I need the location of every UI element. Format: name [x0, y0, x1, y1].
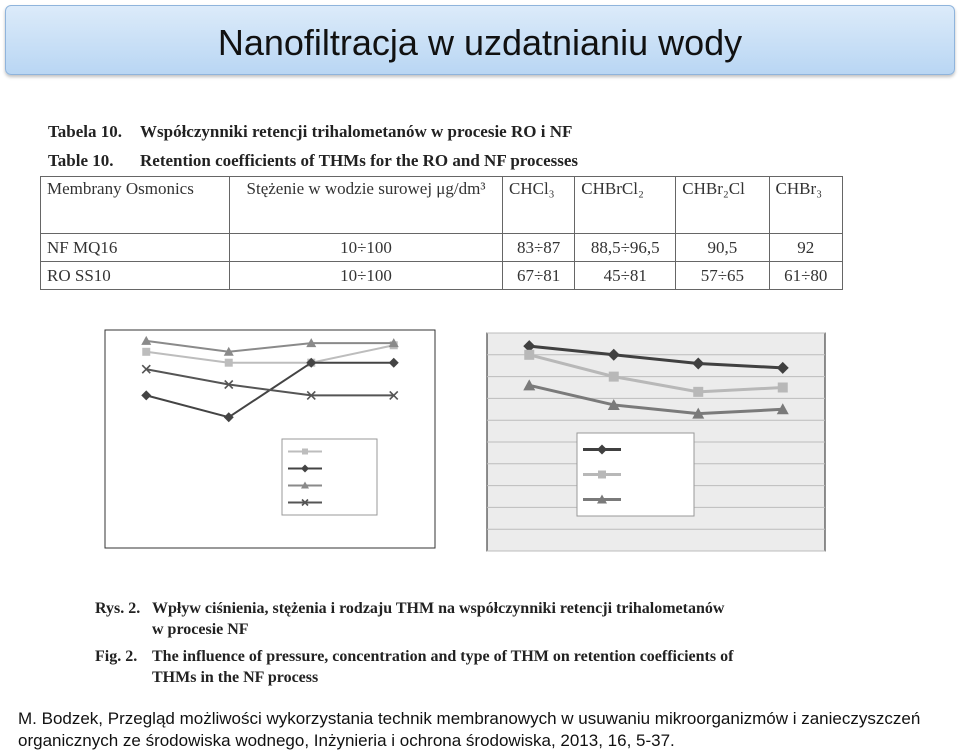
- table-caption-en-text: Retention coefficients of THMs for the RO and NF processes: [140, 151, 579, 170]
- table-cell: 67÷81: [503, 262, 575, 290]
- table-cell: 92: [769, 234, 842, 262]
- table-header-cell: CHBrCl₂: [575, 177, 676, 234]
- table-cell: 90,5: [676, 234, 769, 262]
- figure-caption-en-line: THMs in the NF process: [152, 669, 319, 686]
- data-point: [693, 387, 703, 397]
- data-point: [524, 350, 534, 360]
- table-cell: 45÷81: [575, 262, 676, 290]
- table-caption-en: [48, 151, 578, 171]
- table-cell: 10÷100: [230, 234, 503, 262]
- pressure-concentration-chart: [50, 311, 440, 589]
- table-header-cell: CHBr₃: [769, 177, 842, 234]
- data-point: [142, 348, 150, 356]
- table-caption-en-label: Table 10.: [48, 151, 114, 170]
- table-cell: NF MQ16: [41, 234, 230, 262]
- table-row: [41, 262, 843, 290]
- figure-caption-pl-line: w procesie NF: [152, 621, 249, 638]
- legend: [282, 439, 377, 515]
- table-cell: 10÷100: [230, 262, 503, 290]
- legend-marker: [302, 449, 308, 455]
- figure-caption-pl-label: Rys. 2.: [95, 600, 141, 617]
- table-header-cell: Stężenie w wodzie surowej μg/dm³: [230, 177, 503, 234]
- retention-table: [40, 176, 843, 290]
- table-header-cell: Membrany Osmonics: [41, 177, 230, 234]
- slide-title: Nanofiltracja w uzdatnianiu wody: [217, 22, 743, 63]
- table-cell: 61÷80: [769, 262, 842, 290]
- table-cell: 88,5÷96,5: [575, 234, 676, 262]
- source-citation: M. Bodzek, Przegląd możliwości wykorzystania technik membranowych w usuwaniu mikroorganizmów i zanieczyszczeń organicznych ze środowiska wodnego, Inżynieria i ochrona środowiska, 2013, 16, 5-37.: [18, 709, 921, 750]
- table-header-cell: CHCl₃: [503, 177, 575, 234]
- data-point: [778, 383, 788, 393]
- pressure-thm-type-chart: [440, 311, 830, 589]
- figure-caption-en-label: Fig. 2.: [95, 648, 138, 665]
- table-cell: 57÷65: [676, 262, 769, 290]
- figure-caption-en-line: The influence of pressure, concentration and type of THM on retention coefficients of: [152, 648, 734, 665]
- legend-marker: [598, 471, 606, 479]
- table-header-row: [41, 177, 843, 234]
- figure-caption-pl-line: Wpływ ciśnienia, stężenia i rodzaju THM na współczynniki retencji trihalometanów: [152, 600, 725, 617]
- table-header-cell: CHBr₂Cl: [676, 177, 769, 234]
- legend: [577, 433, 694, 516]
- data-point: [225, 359, 233, 367]
- table-caption-pl-label: Tabela 10.: [48, 122, 123, 141]
- figure-caption-en: [95, 646, 733, 688]
- table-row: [41, 234, 843, 262]
- table-cell: RO SS10: [41, 262, 230, 290]
- slide-title-bar: [5, 5, 955, 75]
- table-caption-pl: [48, 122, 572, 142]
- table-caption-pl-text: Współczynniki retencji trihalometanów w procesie RO i NF: [140, 122, 573, 141]
- figure-caption-pl: [95, 598, 724, 640]
- table-cell: 83÷87: [503, 234, 575, 262]
- legend-box: [282, 439, 377, 515]
- data-point: [609, 372, 619, 382]
